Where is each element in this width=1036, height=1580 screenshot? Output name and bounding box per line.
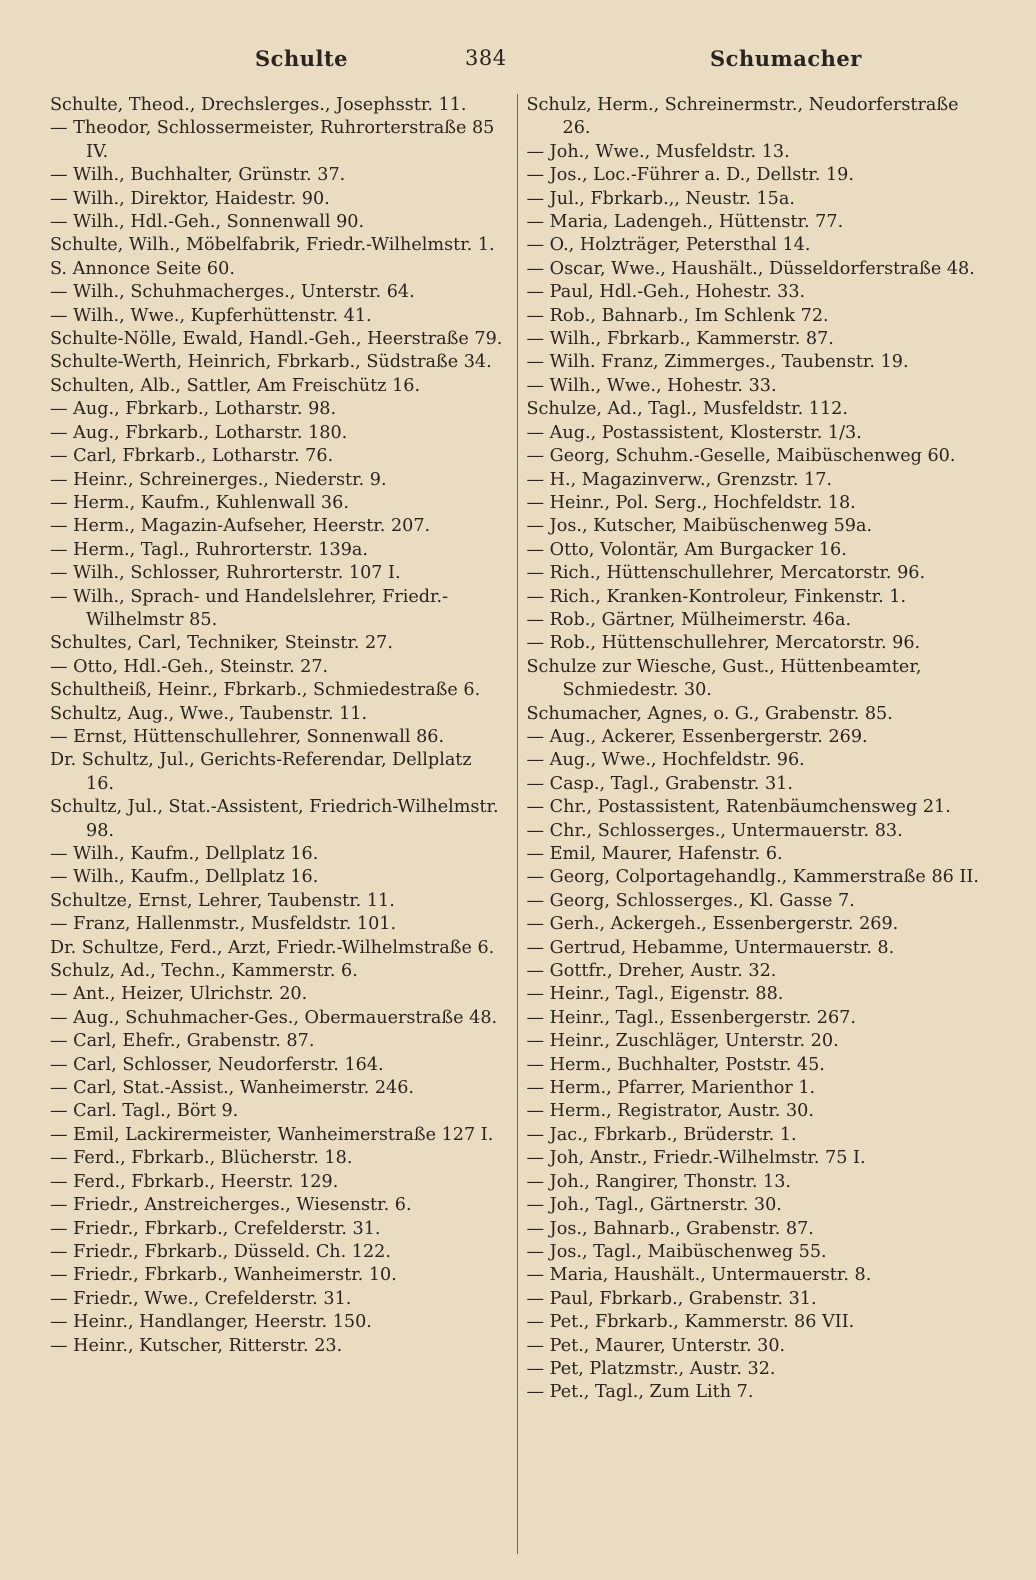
directory-entry: — Chr., Postassistent, Ratenbäumchensweg 21. xyxy=(526,797,951,818)
directory-entry: — Casp., Tagl., Grabenstr. 31. xyxy=(526,773,793,794)
directory-entry: — Ferd., Fbrkarb., Blücherstr. 18. xyxy=(50,1148,353,1169)
directory-entry: — Joh., Wwe., Musfeldstr. 13. xyxy=(526,141,790,162)
directory-entry: — Paul, Fbrkarb., Grabenstr. 31. xyxy=(526,1288,817,1309)
directory-entry: — Jac., Fbrkarb., Brüderstr. 1. xyxy=(526,1124,797,1145)
directory-entry: — Wilh., Wwe., Kupferhüttenstr. 41. xyxy=(50,305,372,326)
directory-entry: — Wilh., Buchhalter, Grünstr. 37. xyxy=(50,165,346,186)
directory-entry: — Aug., Schuhmacher-Ges., Obermauerstraße 48. xyxy=(50,1007,498,1028)
directory-entry: Schulz, Herm., Schreinermstr., Neudorferstraße 26. xyxy=(526,95,959,139)
directory-entry: — Wilh. Franz, Zimmerges., Taubenstr. 19. xyxy=(526,352,909,373)
directory-entry: — Carl, Ehefr., Grabenstr. 87. xyxy=(50,1031,315,1052)
header-right-keyword: Schumacher xyxy=(710,46,862,71)
directory-entry: — Friedr., Fbrkarb., Wanheimerstr. 10. xyxy=(50,1265,397,1286)
directory-entry: — Ant., Heizer, Ulrichstr. 20. xyxy=(50,984,308,1005)
directory-entry: — Friedr., Fbrkarb., Düsseld. Ch. 122. xyxy=(50,1241,391,1262)
directory-entry: — Franz, Hallenmstr., Musfeldstr. 101. xyxy=(50,914,397,935)
directory-entry: — Emil, Maurer, Hafenstr. 6. xyxy=(526,844,783,864)
directory-entry: — Georg, Schlosserges., Kl. Gasse 7. xyxy=(526,890,855,911)
directory-entry: — Wilh., Schuhmacherges., Unterstr. 64. xyxy=(50,282,415,303)
directory-entry: Schultze, Ernst, Lehrer, Taubenstr. 11. xyxy=(50,890,395,911)
directory-entry: Schumacher, Agnes, o. G., Grabenstr. 85. xyxy=(526,703,893,724)
directory-entry: — Oscar, Wwe., Haushält., Düsseldorferstraße 48. xyxy=(526,258,975,279)
directory-entry: — Carl, Fbrkarb., Lotharstr. 76. xyxy=(50,446,334,467)
directory-entry: — Friedr., Wwe., Crefelderstr. 31. xyxy=(50,1288,352,1309)
directory-entry: — Heinr., Pol. Serg., Hochfeldstr. 18. xyxy=(526,492,856,513)
directory-entry: — Jos., Loc.-Führer a. D., Dellstr. 19. xyxy=(526,165,854,186)
directory-entry: — Jul., Fbrkarb.,, Neustr. 15a. xyxy=(526,188,795,209)
column-divider xyxy=(517,94,518,1554)
directory-entry: — Ernst, Hüttenschullehrer, Sonnenwall 86. xyxy=(50,726,445,747)
directory-entry: Dr. Schultz, Jul., Gerichts-Referendar, Dellplatz 16. xyxy=(50,750,472,794)
directory-entry: — Otto, Hdl.-Geh., Steinstr. 27. xyxy=(50,656,329,677)
directory-entry: Schulte-Nölle, Ewald, Handl.-Geh., Heerstraße 79. xyxy=(50,329,503,350)
directory-entry: — Georg, Schuhm.-Geselle, Maibüschenweg 60. xyxy=(526,446,956,467)
directory-entry: Schultz, Aug., Wwe., Taubenstr. 11. xyxy=(50,703,368,724)
directory-entry: — Heinr., Tagl., Eigenstr. 88. xyxy=(526,984,784,1005)
directory-entry: — Maria, Haushält., Untermauerstr. 8. xyxy=(526,1265,872,1286)
directory-entry: Schulz, Ad., Techn., Kammerstr. 6. xyxy=(50,961,358,982)
directory-entry: Schultz, Jul., Stat.-Assistent, Friedrich-Wilhelmstr. 98. xyxy=(50,797,499,841)
directory-entry: — Theodor, Schlossermeister, Ruhrorterstraße 85 IV. xyxy=(50,118,495,162)
directory-entry: — Emil, Lackirermeister, Wanheimerstraße 127 I. xyxy=(50,1124,494,1145)
directory-entry: — Carl. Tagl., Bört 9. xyxy=(50,1101,239,1122)
directory-entry: — Chr., Schlosserges., Untermauerstr. 83. xyxy=(526,820,903,841)
directory-entry: — O., Holzträger, Petersthal 14. xyxy=(526,235,811,256)
directory-entry: — Rob., Gärtner, Mülheimerstr. 46a. xyxy=(526,609,852,630)
directory-entry: — Paul, Hdl.-Geh., Hohestr. 33. xyxy=(526,282,806,303)
right-column xyxy=(527,94,987,1405)
directory-entry: — Georg, Colportagehandlg., Kammerstraße 86 II. xyxy=(526,867,979,888)
directory-entry: — Herm., Tagl., Ruhrorterstr. 139a. xyxy=(50,539,368,560)
directory-entry: — Heinr., Handlanger, Heerstr. 150. xyxy=(50,1312,372,1333)
directory-entry: — Aug., Postassistent, Klosterstr. 1/3. xyxy=(526,422,862,443)
directory-entry: — Joh, Anstr., Friedr.-Wilhelmstr. 75 I. xyxy=(526,1148,866,1169)
page-number: 384 xyxy=(465,46,507,70)
directory-entry: — Rich., Kranken-Kontroleur, Finkenstr. 1. xyxy=(526,586,907,607)
directory-entry: — Gertrud, Hebamme, Untermauerstr. 8. xyxy=(526,937,895,958)
directory-entry: — Wilh., Wwe., Hohestr. 33. xyxy=(526,375,777,396)
directory-entry: — Heinr., Tagl., Essenbergerstr. 267. xyxy=(526,1007,856,1028)
directory-entry: — Aug., Fbrkarb., Lotharstr. 98. xyxy=(50,399,337,420)
directory-entry: — Wilh., Sprach- und Handelslehrer, Friedr.-Wilhelmstr 85. xyxy=(50,586,449,630)
directory-entry: Schulten, Alb., Sattler, Am Freischütz 16. xyxy=(50,375,421,396)
directory-entry: — Heinr., Schreinerges., Niederstr. 9. xyxy=(50,469,387,490)
directory-entry: — Joh., Tagl., Gärtnerstr. 30. xyxy=(526,1195,782,1216)
directory-entry: — Carl, Schlosser, Neudorferstr. 164. xyxy=(50,1054,384,1075)
directory-entry: — Rob., Bahnarb., Im Schlenk 72. xyxy=(526,305,829,326)
directory-entry: — Herm., Magazin-Aufseher, Heerstr. 207. xyxy=(50,516,431,537)
directory-entry: Schulze, Ad., Tagl., Musfeldstr. 112. xyxy=(526,399,848,420)
directory-entry: — Herm., Buchhalter, Poststr. 45. xyxy=(526,1054,825,1075)
directory-entry: — Rob., Hüttenschullehrer, Mercatorstr. 96. xyxy=(526,633,921,654)
directory-entry: — Carl, Stat.-Assist., Wanheimerstr. 246. xyxy=(50,1078,415,1099)
directory-entry: — Jos., Kutscher, Maibüschenweg 59a. xyxy=(526,516,873,537)
directory-entry: — Heinr., Kutscher, Ritterstr. 23. xyxy=(50,1335,343,1356)
directory-entry: — Gottfr., Dreher, Austr. 32. xyxy=(526,961,777,982)
directory-entry: Schulte-Werth, Heinrich, Fbrkarb., Südstraße 34. xyxy=(50,352,492,373)
left-column xyxy=(50,94,505,1405)
directory-entry: — Aug., Fbrkarb., Lotharstr. 180. xyxy=(50,422,348,443)
directory-entry: — Aug., Ackerer, Essenbergerstr. 269. xyxy=(526,726,868,747)
directory-entry: — Pet., Maurer, Unterstr. 30. xyxy=(526,1335,786,1356)
directory-entry: — Otto, Volontär, Am Burgacker 16. xyxy=(526,539,847,560)
directory-entry: — Herm., Kaufm., Kuhlenwall 36. xyxy=(50,492,349,513)
columns xyxy=(50,94,986,1405)
directory-entry: — Wilh., Kaufm., Dellplatz 16. xyxy=(50,867,319,888)
directory-entry: — Friedr., Fbrkarb., Crefelderstr. 31. xyxy=(50,1218,381,1239)
directory-entry: — Pet., Tagl., Zum Lith 7. xyxy=(526,1382,754,1403)
directory-entry: — Maria, Ladengeh., Hüttenstr. 77. xyxy=(526,212,844,233)
directory-entry: Dr. Schultze, Ferd., Arzt, Friedr.-Wilhelmstraße 6. xyxy=(50,937,495,958)
directory-entry: — Aug., Wwe., Hochfeldstr. 96. xyxy=(526,750,805,771)
directory-entry: — Heinr., Zuschläger, Unterstr. 20. xyxy=(526,1031,839,1052)
directory-entry: S. Annonce Seite 60. xyxy=(50,258,235,279)
directory-entry: — Jos., Tagl., Maibüschenweg 55. xyxy=(526,1241,827,1262)
directory-entry: — Wilh., Kaufm., Dellplatz 16. xyxy=(50,844,319,864)
directory-entry: — H., Magazinverw., Grenzstr. 17. xyxy=(526,469,833,490)
directory-entry: — Wilh., Schlosser, Ruhrorterstr. 107 I. xyxy=(50,563,401,584)
directory-entry: — Wilh., Direktor, Haidestr. 90. xyxy=(50,188,330,209)
directory-entry: Schulze zur Wiesche, Gust., Hüttenbeamter, Schmiedestr. 30. xyxy=(526,656,922,701)
directory-entry: — Joh., Rangirer, Thonstr. 13. xyxy=(526,1171,792,1192)
directory-entry: — Pet., Fbrkarb., Kammerstr. 86 VII. xyxy=(526,1312,855,1333)
directory-entry: Schultheiß, Heinr., Fbrkarb., Schmiedestraße 6. xyxy=(50,680,481,701)
directory-entry: — Herm., Pfarrer, Marienthor 1. xyxy=(526,1078,816,1099)
header-left-keyword: Schulte xyxy=(255,46,349,71)
directory-entry: Schulte, Theod., Drechslerges., Josephsstr. 11. xyxy=(50,95,467,115)
page-header xyxy=(50,42,986,84)
directory-entry: — Jos., Bahnarb., Grabenstr. 87. xyxy=(526,1218,814,1239)
directory-entry: — Pet, Platzmstr., Austr. 32. xyxy=(526,1358,776,1379)
directory-entry: — Gerh., Ackergeh., Essenbergerstr. 269. xyxy=(526,914,899,935)
directory-entry: — Herm., Registrator, Austr. 30. xyxy=(526,1101,814,1122)
directory-entry: Schulte, Wilh., Möbelfabrik, Friedr.-Wilhelmstr. 1. xyxy=(50,235,495,256)
directory-entry: — Rich., Hüttenschullehrer, Mercatorstr. 96. xyxy=(526,563,926,584)
directory-entry: Schultes, Carl, Techniker, Steinstr. 27. xyxy=(50,633,393,654)
directory-entry: — Friedr., Anstreicherges., Wiesenstr. 6. xyxy=(50,1195,412,1216)
directory-entry: — Wilh., Hdl.-Geh., Sonnenwall 90. xyxy=(50,212,365,233)
directory-entry: — Wilh., Fbrkarb., Kammerstr. 87. xyxy=(526,329,834,350)
directory-entry: — Ferd., Fbrkarb., Heerstr. 129. xyxy=(50,1171,339,1192)
